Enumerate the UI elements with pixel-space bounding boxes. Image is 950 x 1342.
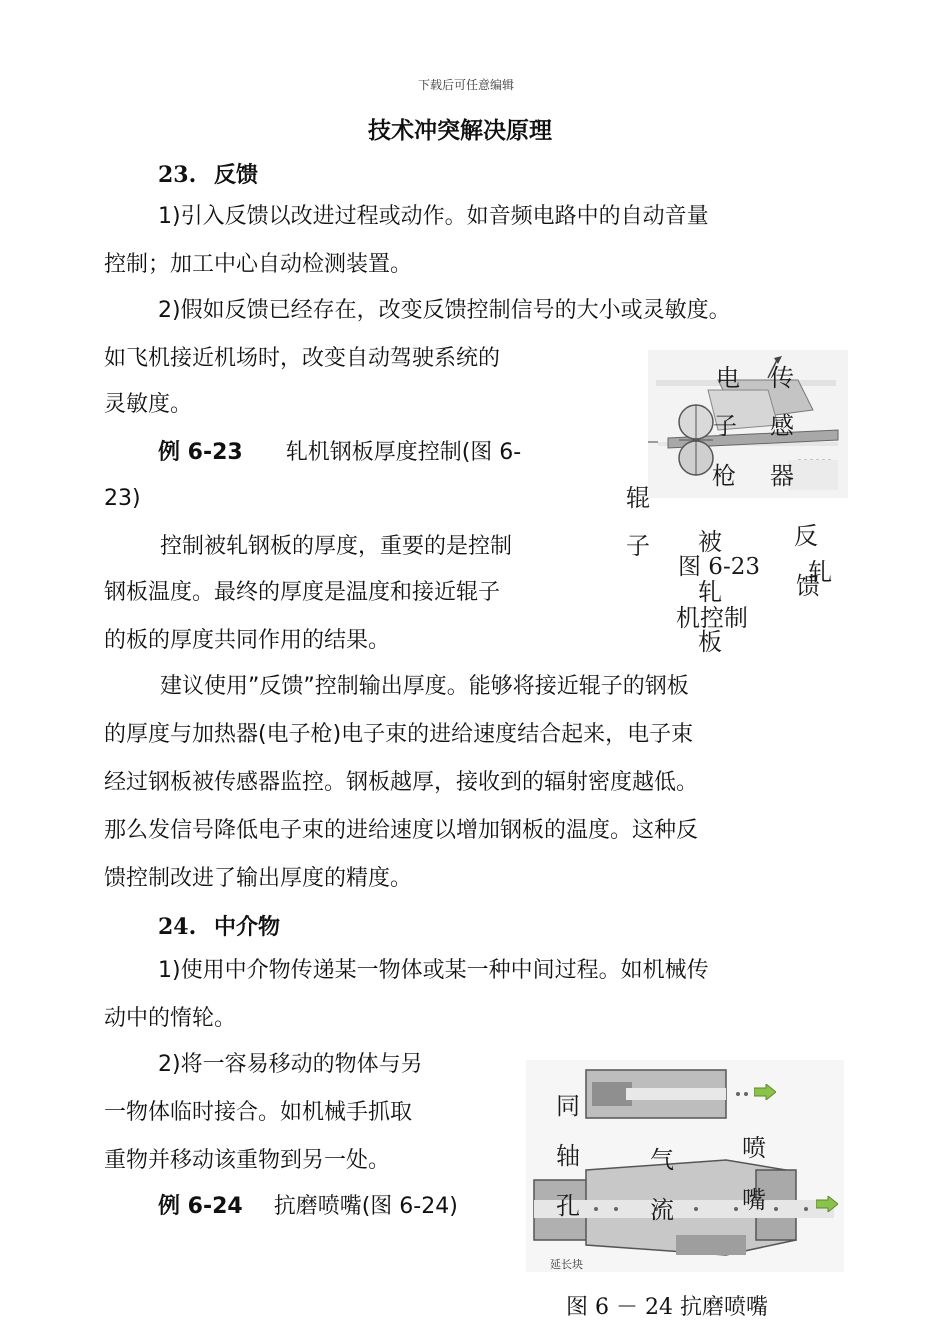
s24-example-label: 例 6-24 <box>158 1194 243 1219</box>
s23-example-label: 例 6-23 <box>158 440 243 465</box>
fig24-label-zhou: 轴 <box>556 1142 580 1170</box>
s24-p2-line2: 一物体临时接合。如机械手抓取 <box>104 1100 413 1125</box>
s24-p2-line3: 重物并移动该重物到另一处。 <box>104 1148 391 1173</box>
s24-example-text: 抗磨喷嘴(图 6-24) <box>273 1194 458 1219</box>
fig23-label-zha: 轧 <box>698 578 722 606</box>
fig23-label-fan: 反 <box>794 522 818 550</box>
section-23-number: 23. <box>158 162 197 188</box>
s23-p2-line1: 2)假如反馈已经存在，改变反馈控制信号的大小或灵敏度。 <box>158 298 731 323</box>
s24-p1-line1: 1)使用中介物传递某一物体或某一种中间过程。如机械传 <box>158 958 709 983</box>
section-24-title: 中介物 <box>213 915 280 940</box>
fig24-label-liu: 流 <box>650 1196 674 1224</box>
s23-p4-line5: 馈控制改进了输出厚度的精度。 <box>104 866 413 891</box>
fig23-caption: 图 6-23 <box>678 554 760 580</box>
fig23-label-kui: 馈 <box>796 572 820 600</box>
fig23-label-qiang: 枪 <box>712 462 736 490</box>
green-arrow-icon <box>816 1196 838 1216</box>
page-header-note: 下载后可任意编辑 <box>418 78 515 92</box>
fig23-label-zha2: 轧 <box>808 558 832 586</box>
s23-p1-line1: 1)引入反馈以改进过程或动作。如音频电路中的自动音量 <box>158 204 709 229</box>
fig24-label-pen: 喷 <box>742 1134 766 1162</box>
fig23-label-zi: 子 <box>713 412 737 440</box>
s23-p2-line3: 灵敏度。 <box>104 392 193 417</box>
fig23-label-bei: 被 <box>698 528 722 556</box>
s23-p3-line2: 钢板温度。最终的厚度是温度和接近辊子 <box>104 580 501 605</box>
s23-p2-line2: 如飞机接近机场时，改变自动驾驶系统的 <box>104 346 501 371</box>
fig23-label-dian: 电 <box>716 364 740 392</box>
fig24-label-tong: 同 <box>556 1092 580 1120</box>
fig24-label-kong: 孔 <box>556 1192 580 1220</box>
fig23-label-ban: 板 <box>698 628 722 656</box>
s23-p4-line3: 经过钢板被传感器监控。钢板越厚，接收到的辐射密度越低。 <box>104 770 699 795</box>
section-24-heading <box>158 910 280 941</box>
fig23-label-chuan: 传 <box>770 364 794 392</box>
figure-6-23-image <box>648 350 848 498</box>
s23-p3-line1: 控制被轧钢板的厚度，重要的是控制 <box>160 534 513 559</box>
fig24-label-zui: 嘴 <box>742 1186 766 1214</box>
fig23-label-gunzi: 子 <box>626 532 650 560</box>
fig24-label-qi: 气 <box>650 1146 674 1174</box>
s23-example-cont: 23) <box>104 486 141 511</box>
section-23-title: 反馈 <box>213 163 258 188</box>
s23-p4-line4: 那么发信号降低电子束的进给速度以增加钢板的温度。这种反 <box>104 818 699 843</box>
s24-example-line <box>158 1184 458 1230</box>
section-23-heading <box>158 158 258 189</box>
s23-p3-line3: 的板的厚度共同作用的结果。 <box>104 628 391 653</box>
s23-p4-line2: 的厚度与加热器(电子枪)电子束的进给速度结合起来，电子束 <box>104 722 694 747</box>
fig24-caption: 图 6 － 24 抗磨喷嘴 <box>566 1295 768 1320</box>
fig23-label-gan: 感 <box>770 412 794 440</box>
green-arrow-icon <box>754 1084 776 1104</box>
fig24-label-yanchangkuai: 延长块 <box>550 1258 583 1271</box>
page-title: 技术冲突解决原理 <box>368 118 552 144</box>
s23-example-line <box>158 430 521 476</box>
s23-example-text: 轧机钢板厚度控制(图 6- <box>285 440 522 465</box>
s24-p1-line2: 动中的惰轮。 <box>104 1006 237 1031</box>
section-24-number: 24. <box>158 914 197 940</box>
s23-p1-line2: 控制；加工中心自动检测装置。 <box>104 252 413 277</box>
fig23-label-ji-kongzhi: 机控制 <box>676 604 748 632</box>
s23-p4-line1: 建议使用”反馈”控制输出厚度。能够将接近辊子的钢板 <box>160 674 689 699</box>
rolling-mill-diagram <box>648 350 848 498</box>
fig23-label-gun: 辊 <box>626 484 650 512</box>
s24-p2-line1: 2)将一容易移动的物体与另 <box>158 1052 423 1077</box>
fig23-label-qi: 器 <box>770 462 794 490</box>
